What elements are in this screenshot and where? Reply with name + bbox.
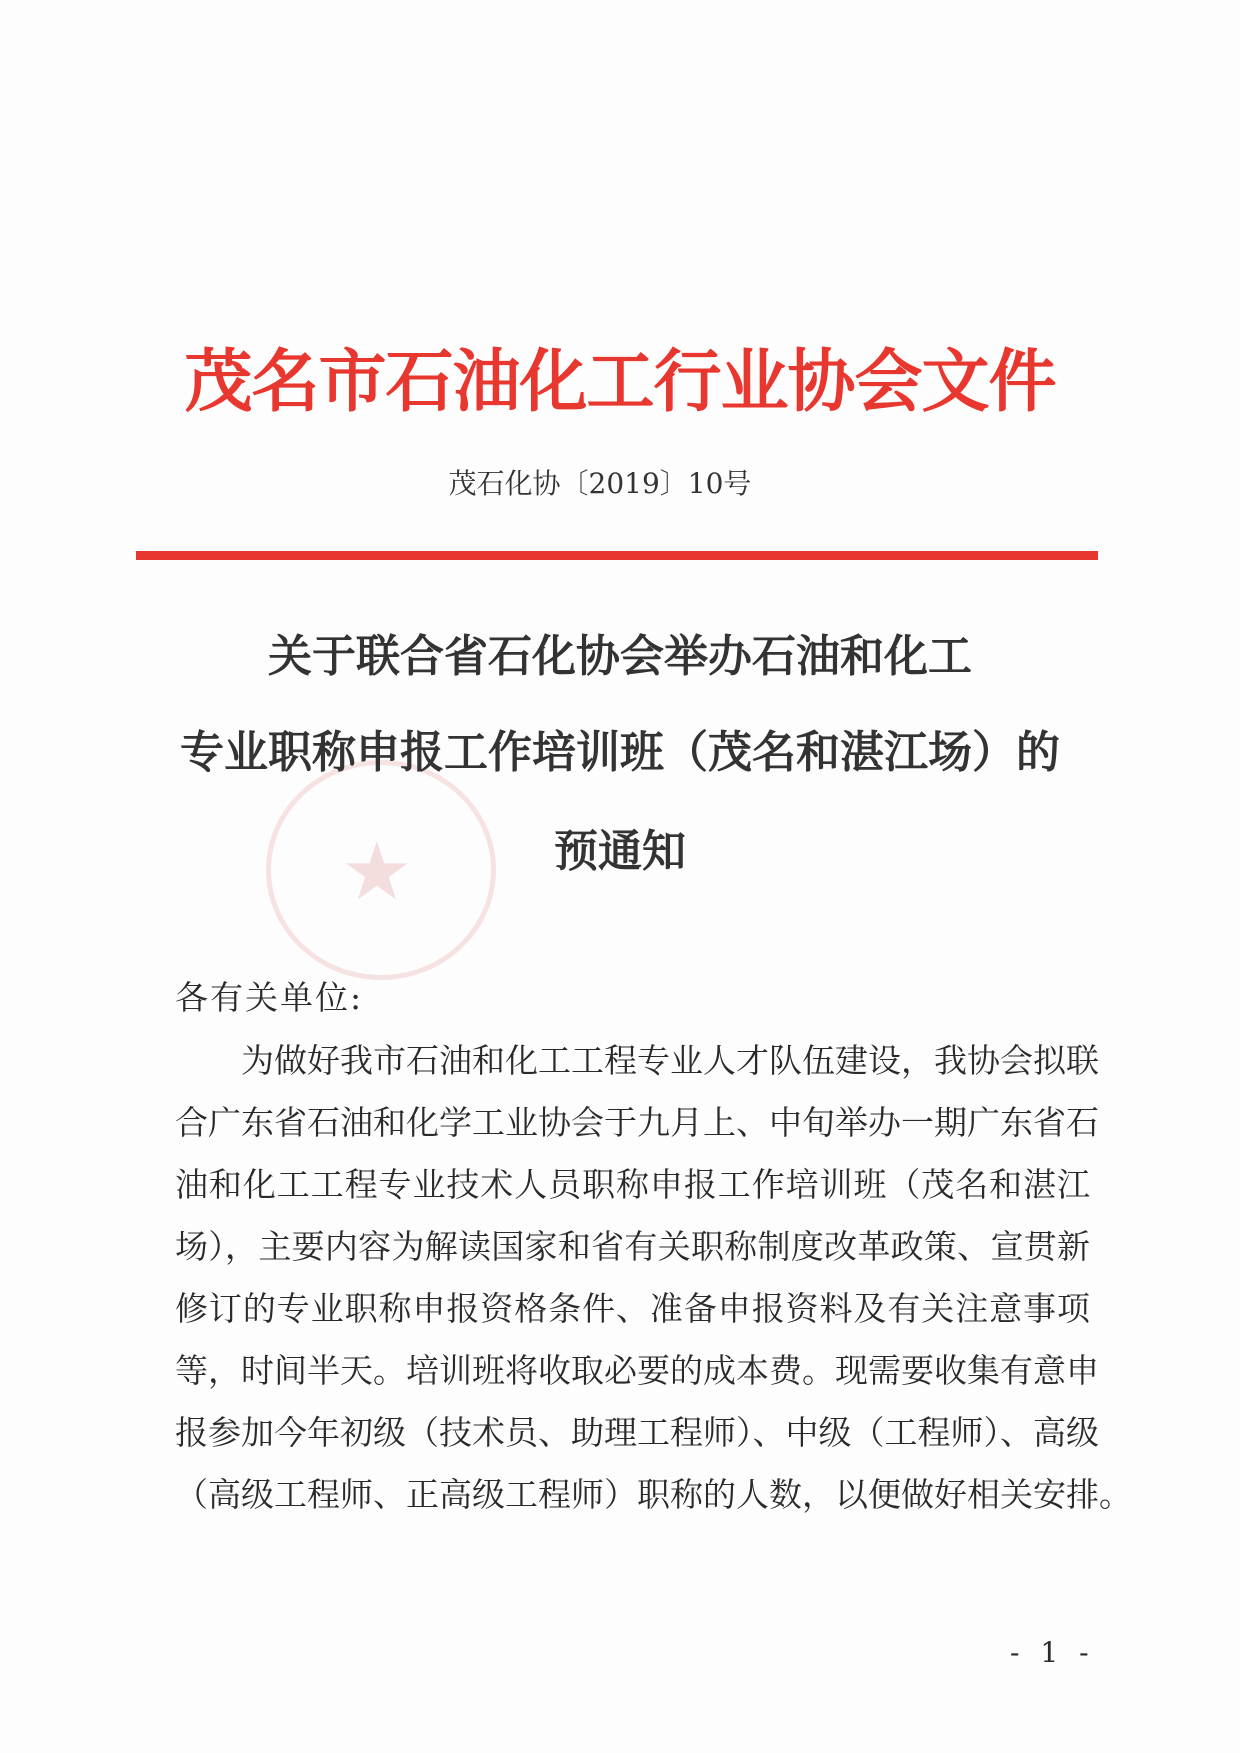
red-divider bbox=[136, 551, 1098, 560]
page-number: - 1 - bbox=[1010, 1636, 1095, 1669]
document-title-line-2: 专业职称申报工作培训班（茂名和湛江场）的 bbox=[180, 727, 1060, 778]
body-line: 场），主要内容为解读国家和省有关职称制度改革政策、宣贯新 bbox=[175, 1227, 1090, 1266]
document-title-line-3: 预通知 bbox=[554, 826, 686, 877]
issuing-organization-title: 茂名市石油化工行业协会文件 bbox=[184, 343, 1056, 422]
body-line: 油和化工工程专业技术人员职称申报工作培训班（茂名和湛江 bbox=[175, 1165, 1090, 1204]
body-line: 报参加今年初级（技术员、助理工程师）、中级（工程师）、高级 bbox=[175, 1413, 1099, 1452]
document-number: 茂石化协〔2019〕10号 bbox=[448, 467, 752, 500]
body-line: 等，时间半天。培训班将收取必要的成本费。现需要收集有意申 bbox=[175, 1351, 1099, 1390]
body-line: 修订的专业职称申报资格条件、准备申报资料及有关注意事项 bbox=[175, 1289, 1090, 1328]
body-line: （高级工程师、正高级工程师）职称的人数，以便做好相关安排。 bbox=[175, 1475, 1132, 1514]
body-line: 为做好我市石油和化工工程专业人才队伍建设，我协会拟联 bbox=[175, 1041, 1099, 1080]
body-line: 合广东省石油和化学工业协会于九月上、中旬举办一期广东省石 bbox=[175, 1103, 1099, 1142]
star-icon: ★ bbox=[341, 825, 413, 918]
document-title-line-1: 关于联合省石化协会举办石油和化工 bbox=[268, 631, 972, 682]
salutation: 各有关单位: bbox=[175, 978, 364, 1017]
